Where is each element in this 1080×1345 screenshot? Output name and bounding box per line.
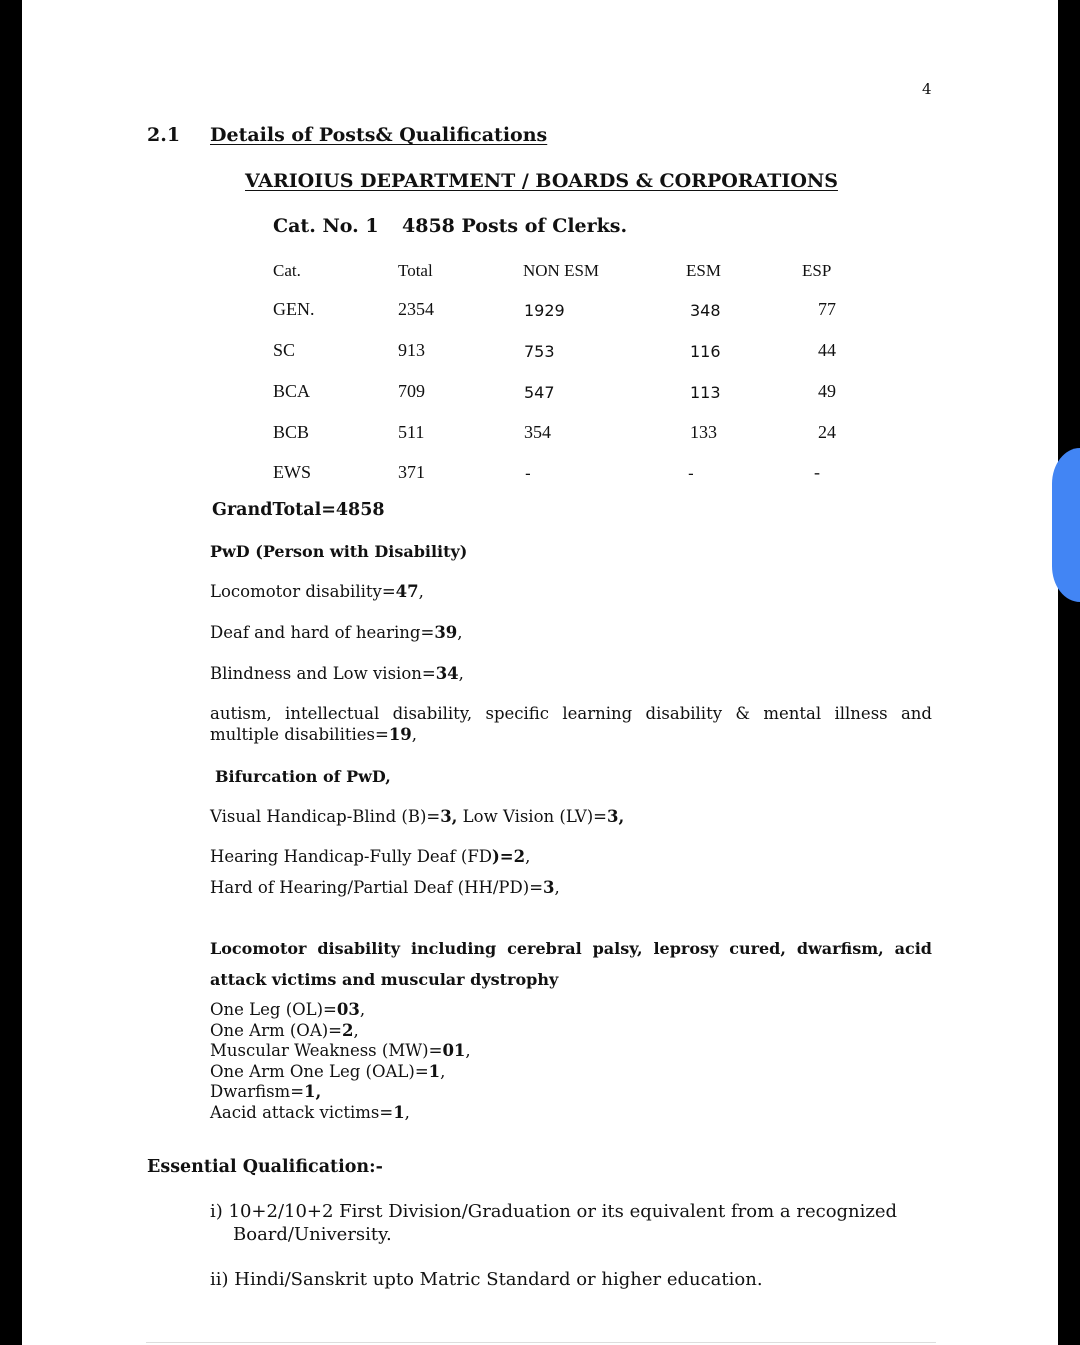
locomotor-item: Muscular Weakness (MW)=01, xyxy=(210,1041,471,1061)
pwd-heading: PwD (Person with Disability) xyxy=(210,542,468,561)
locomotor-item: Dwarfism=1, xyxy=(210,1082,322,1102)
category-title: 4858 Posts of Clerks. xyxy=(402,215,628,237)
table-cell: 753 xyxy=(524,342,555,361)
pwd-multi-value: multiple disabilities=19, xyxy=(210,725,418,744)
department-subtitle: VARIOIUS DEPARTMENT / BOARDS & CORPORATIONS xyxy=(245,170,838,192)
locomotor-item: One Arm (OA)=2, xyxy=(210,1020,359,1040)
table-cell: 77 xyxy=(818,299,836,319)
table-cell: - xyxy=(525,464,531,483)
table-cell: 511 xyxy=(398,422,425,442)
section-number: 2.1 xyxy=(147,124,181,146)
table-cell: 116 xyxy=(690,342,721,361)
table-cell: GEN. xyxy=(273,299,315,319)
table-cell: 709 xyxy=(398,381,425,401)
page-divider xyxy=(146,1342,936,1343)
table-cell: 348 xyxy=(690,301,721,320)
locomotor-item: One Arm One Leg (OAL)=1, xyxy=(210,1061,446,1081)
table-header: Total xyxy=(398,261,433,280)
table-cell: BCA xyxy=(273,381,311,401)
pwd-item: Blindness and Low vision=34, xyxy=(210,664,464,683)
table-header: ESP xyxy=(802,261,832,280)
table-cell: 24 xyxy=(818,422,836,442)
table-header: Cat. xyxy=(273,261,301,280)
table-cell: 371 xyxy=(398,462,425,482)
locomotor-item: One Leg (OL)=03, xyxy=(210,1000,366,1019)
pwd-item: Locomotor disability=47, xyxy=(210,582,424,601)
table-cell: 913 xyxy=(398,340,425,360)
page-number: 4 xyxy=(922,80,932,98)
table-cell: - xyxy=(688,464,694,483)
table-cell: 2354 xyxy=(398,299,434,319)
table-cell: 354 xyxy=(524,422,551,442)
qualification-item-1-cont: Board/University. xyxy=(233,1224,392,1245)
table-cell: 1929 xyxy=(524,301,565,320)
grand-total: GrandTotal=4858 xyxy=(212,500,385,520)
scroll-tab-handle[interactable] xyxy=(1052,448,1080,602)
qualification-item-2: ii) Hindi/Sanskrit upto Matric Standard or higher education. xyxy=(210,1269,763,1290)
pwd-multi-line: autism, intellectual disability, specific learning disability & mental illness and xyxy=(210,704,932,723)
pwd-item: Deaf and hard of hearing=39, xyxy=(210,623,463,642)
table-cell: 44 xyxy=(818,340,836,360)
bifurcation-heading: Bifurcation of PwD, xyxy=(215,767,391,786)
section-title: Details of Posts& Qualifications xyxy=(210,124,548,146)
qualification-item-1: i) 10+2/10+2 First Division/Graduation or its equivalent from a recognized xyxy=(210,1201,898,1222)
table-header: NON ESM xyxy=(523,261,600,280)
visual-handicap: Visual Handicap-Blind (B)=3, Low Vision (LV)=3, xyxy=(210,807,625,826)
locomotor-heading-2: attack victims and muscular dystrophy xyxy=(210,970,559,989)
hard-of-hearing: Hard of Hearing/Partial Deaf (HH/PD)=3, xyxy=(210,878,560,897)
document-page xyxy=(22,0,1058,1345)
table-cell: BCB xyxy=(273,422,310,442)
hearing-handicap: Hearing Handicap-Fully Deaf (FD)=2, xyxy=(210,847,531,866)
table-cell: 547 xyxy=(524,383,555,402)
category-label: Cat. No. 1 xyxy=(273,215,379,237)
locomotor-item: Aacid attack victims=1, xyxy=(210,1103,410,1122)
qualification-heading: Essential Qualification:- xyxy=(147,1157,383,1177)
table-cell: EWS xyxy=(273,462,311,482)
table-cell: - xyxy=(814,462,820,482)
table-cell: SC xyxy=(273,340,296,360)
table-cell: 113 xyxy=(690,383,721,402)
table-cell: 49 xyxy=(818,381,836,401)
table-cell: 133 xyxy=(690,422,717,442)
table-header: ESM xyxy=(686,261,721,280)
locomotor-heading: Locomotor disability including cerebral palsy, leprosy cured, dwarfism, acid xyxy=(210,939,932,958)
